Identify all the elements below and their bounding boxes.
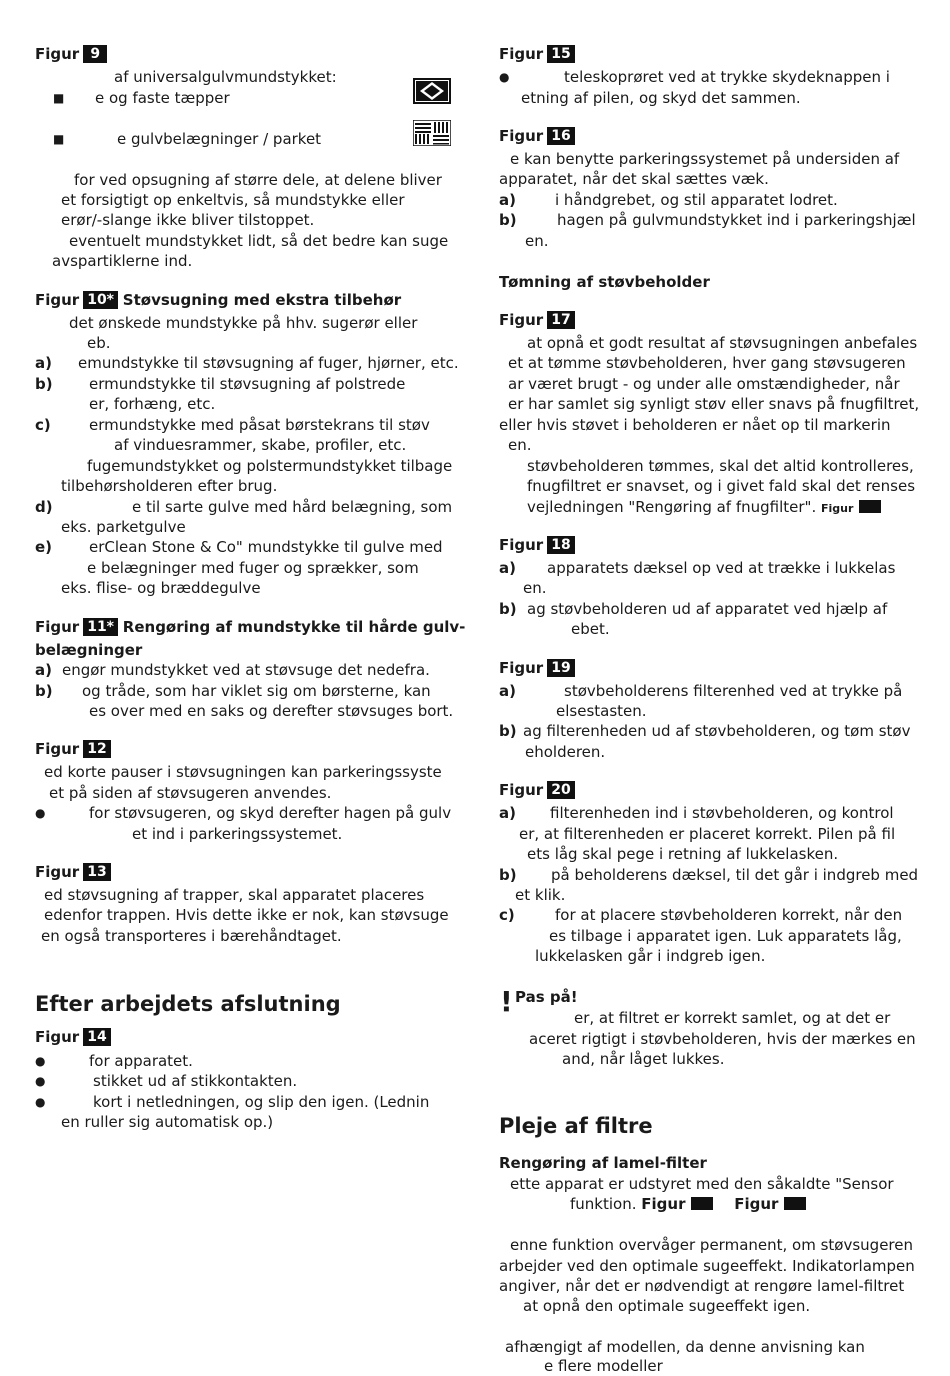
- text-line: funktion. Figur Figur: [570, 1194, 806, 1214]
- text-line: og tråde, som har viklet sig om børsterne, kan: [82, 682, 431, 700]
- text-line: and, når låget lukkes.: [562, 1050, 725, 1068]
- list-marker: b): [499, 600, 517, 618]
- text-line: er, forhæng, etc.: [89, 395, 216, 413]
- figure-ref-label: Figur: [734, 1195, 779, 1213]
- warning-icon: !: [500, 985, 513, 1018]
- text-line: i håndgrebet, og stil apparatet lodret.: [555, 191, 838, 209]
- text-line: e flere modeller: [544, 1357, 663, 1375]
- text-line: det ønskede mundstykke på hhv. sugerør eller: [69, 314, 418, 332]
- text-line: apparatet, når det skal sættes væk.: [499, 170, 769, 188]
- text-line: stikket ud af stikkontakten.: [93, 1072, 298, 1090]
- text-line: etning af pilen, og skyd det sammen.: [521, 89, 801, 107]
- list-marker: a): [35, 661, 52, 679]
- text-line: en.: [525, 232, 549, 250]
- text-line: apparatets dæksel op ved at trække i lukkelas: [547, 559, 896, 577]
- text-line: at opnå et godt resultat af støvsugningen anbefales: [527, 334, 918, 352]
- text-line: ebet.: [571, 620, 610, 638]
- text-line: på beholderens dæksel, til det går i indgreb med: [551, 866, 919, 884]
- square-bullet: ■: [53, 91, 65, 105]
- text-line: et på siden af støvsugeren anvendes.: [49, 784, 332, 802]
- text-line: es tilbage i apparatet igen. Luk apparatets låg,: [549, 927, 902, 945]
- text-line: erClean Stone & Co" mundstykke til gulve med: [89, 538, 443, 556]
- text-line: eventuelt mundstykket lidt, så det bedre kan suge: [69, 232, 449, 250]
- figure-ref-box: [691, 1197, 713, 1210]
- list-marker: a): [499, 682, 516, 700]
- figure-label-20: Figur 20: [499, 780, 575, 800]
- text-line: et ind i parkeringssystemet.: [132, 825, 343, 843]
- figure-ref-box: [784, 1197, 806, 1210]
- text-line: eller hvis støvet i beholderen er nået op til markerin: [499, 416, 891, 434]
- text-line: en også transporteres i bærehåndtaget.: [41, 927, 342, 945]
- figure-label-9: Figur 9: [35, 44, 107, 64]
- dot-bullet: ●: [35, 1074, 46, 1088]
- list-marker: b): [35, 682, 53, 700]
- list-marker: b): [499, 866, 517, 884]
- dot-bullet: ●: [499, 70, 510, 84]
- figure-number-18: 18: [547, 536, 574, 554]
- text-line: af universalgulvmundstykket:: [114, 68, 337, 86]
- text-line: eks. flise- og bræddegulve: [61, 579, 261, 597]
- text-line: er, at filterenheden er placeret korrekt. Pilen på fil: [519, 825, 896, 843]
- text-line: er har samlet sig synligt støv eller snavs på fnugfiltret,: [508, 395, 920, 413]
- figure-number-11: 11*: [83, 618, 118, 636]
- text-line: kort i netledningen, og slip den igen. (Lednin: [93, 1093, 430, 1111]
- figure-label-17: Figur 17: [499, 310, 575, 330]
- square-bullet: ■: [53, 132, 65, 146]
- parquet-floor-icon: [413, 120, 451, 146]
- figure-ref-label: Figur: [821, 502, 854, 515]
- subheading: Rengøring af lamel-filter: [499, 1154, 707, 1172]
- figure-number-20: 20: [547, 781, 574, 799]
- text-line: fugemundstykket og polstermundstykket tilbage: [87, 457, 453, 475]
- text-line: eks. parketgulve: [61, 518, 186, 536]
- text-line: for ved opsugning af større dele, at delene bliver: [74, 171, 442, 189]
- text-line: fnugfiltret er snavset, og i givet fald skal det renses: [527, 477, 916, 495]
- list-marker: a): [499, 804, 516, 822]
- text-line: er, at filtret er korrekt samlet, og at det er: [574, 1009, 891, 1027]
- warning-title: Pas på!: [515, 988, 578, 1006]
- list-marker: b): [35, 375, 53, 393]
- text-line: ed korte pauser i støvsugningen kan parkeringssyste: [44, 763, 442, 781]
- text-line: et forsigtigt op enkeltvis, så mundstykke eller: [61, 191, 405, 209]
- text-line: at opnå den optimale sugeeffekt igen.: [523, 1297, 811, 1315]
- section-heading: Pleje af filtre: [499, 1114, 653, 1138]
- list-marker: b): [499, 722, 517, 740]
- text-line: e til sarte gulve med hård belægning, som: [132, 498, 453, 516]
- text-line: angiver, når det er nødvendigt at rengøre lamel-filtret: [499, 1277, 905, 1295]
- list-marker: a): [35, 354, 52, 372]
- figure-number-12: 12: [83, 740, 110, 758]
- figure-label-11: Figur 11* Rengøring af mundstykke til hårde gulv-: [35, 618, 466, 636]
- section-heading: Efter arbejdets afslutning: [35, 992, 341, 1016]
- text-line: ag støvbeholderen ud af apparatet ved hjælp af: [527, 600, 888, 618]
- text-line: hagen på gulvmundstykket ind i parkeringshjæl: [557, 211, 916, 229]
- text-line: for at placere støvbeholderen korrekt, når den: [555, 906, 903, 924]
- text-line: engør mundstykket ved at støvsuge det nedefra.: [62, 661, 430, 679]
- text-line: erør/-slange ikke bliver tilstoppet.: [61, 211, 315, 229]
- dot-bullet: ●: [35, 1095, 46, 1109]
- text-line: ermundstykke til støvsugning af polstrede: [89, 375, 406, 393]
- text-line: et at tømme støvbeholderen, hver gang støvsugeren: [508, 354, 906, 372]
- list-marker: e): [35, 538, 53, 556]
- text-line: en.: [508, 436, 532, 454]
- text-line: ets låg skal pege i retning af lukkelasken.: [527, 845, 839, 863]
- text-line: ar været brugt - og under alle omstændigheder, når: [508, 375, 900, 393]
- text-line: et klik.: [515, 886, 566, 904]
- text-line: ag filterenheden ud af støvbeholderen, og tøm støv: [523, 722, 911, 740]
- figure-label-16: Figur 16: [499, 126, 575, 146]
- text-line: emundstykke til støvsugning af fuger, hjørner, etc.: [78, 354, 459, 372]
- text-line: tilbehørsholderen efter brug.: [61, 477, 278, 495]
- text-line: enne funktion overvåger permanent, om støvsugeren: [510, 1236, 913, 1254]
- text-line: e belægninger med fuger og sprækker, som: [87, 559, 419, 577]
- list-marker: b): [499, 211, 517, 229]
- text-line: eb.: [87, 334, 111, 352]
- text-line: ermundstykke med påsat børstekrans til støv: [89, 416, 430, 434]
- text-line: es over med en saks og derefter støvsuges bort.: [89, 702, 454, 720]
- text-line: lukkelasken går i indgreb igen.: [535, 947, 766, 965]
- figure-number-13: 13: [83, 863, 110, 881]
- figure-label-18: Figur 18: [499, 535, 575, 555]
- text-line: elsestasten.: [556, 702, 647, 720]
- figure-number-17: 17: [547, 311, 574, 329]
- text-line: en.: [523, 579, 547, 597]
- figure-number-16: 16: [547, 127, 574, 145]
- text-line: støvbeholderen tømmes, skal det altid kontrolleres,: [527, 457, 914, 475]
- text-line: en ruller sig automatisk op.): [61, 1113, 274, 1131]
- text-line: arbejder ved den optimale sugeeffekt. Indikatorlampen: [499, 1257, 915, 1275]
- figure-label-13: Figur 13: [35, 862, 111, 882]
- figure-number-9: 9: [83, 45, 107, 63]
- text-line: e gulvbelægninger / parket: [117, 130, 322, 148]
- text-line: edenfor trappen. Hvis dette ikke er nok, kan støvsuge: [44, 906, 449, 924]
- text-line: avspartiklerne ind.: [52, 252, 193, 270]
- text-line: teleskoprøret ved at trykke skydeknappen i: [564, 68, 890, 86]
- figure-number-19: 19: [547, 659, 574, 677]
- figure-label-10: Figur 10* Støvsugning med ekstra tilbehør: [35, 291, 402, 309]
- list-marker: d): [35, 498, 53, 516]
- text-line: afhængigt af modellen, da denne anvisning kan: [505, 1338, 865, 1356]
- text-line: for støvsugeren, og skyd derefter hagen på gulv: [89, 804, 452, 822]
- text-line: ed støvsugning af trapper, skal apparatet placeres: [44, 886, 425, 904]
- text-line: filterenheden ind i støvbeholderen, og kontrol: [550, 804, 894, 822]
- figure-number-15: 15: [547, 45, 574, 63]
- list-marker: a): [499, 191, 516, 209]
- text-line: eholderen.: [525, 743, 606, 761]
- figure-label-14: Figur 14: [35, 1027, 111, 1047]
- text-line: e kan benytte parkeringssystemet på undersiden af: [510, 150, 900, 168]
- figure-label-12: Figur 12: [35, 739, 111, 759]
- text-line: vejledningen "Rengøring af fnugfilter". Figur: [527, 497, 881, 519]
- text-line: e og faste tæpper: [95, 89, 230, 107]
- figure-number-10: 10*: [83, 291, 118, 309]
- list-marker: c): [499, 906, 515, 924]
- carpet-icon: [413, 78, 451, 104]
- text-line: støvbeholderens filterenhed ved at trykke på: [564, 682, 903, 700]
- text-line: ette apparat er udstyret med den såkaldte "Sensor: [510, 1175, 894, 1193]
- section-title-cont: belægninger: [35, 641, 143, 659]
- figure-number-14: 14: [83, 1028, 110, 1046]
- text-line: af vinduesrammer, skabe, profiler, etc.: [114, 436, 407, 454]
- figure-ref-label: Figur: [641, 1195, 686, 1213]
- figure-ref-box: [859, 500, 881, 513]
- list-marker: c): [35, 416, 51, 434]
- dot-bullet: ●: [35, 806, 46, 820]
- figure-label-15: Figur 15: [499, 44, 575, 64]
- text-line: for apparatet.: [89, 1052, 193, 1070]
- subheading: Tømning af støvbeholder: [499, 273, 710, 291]
- figure-label-19: Figur 19: [499, 658, 575, 678]
- section-title: Rengøring af mundstykke til hårde gulv-: [122, 618, 466, 636]
- section-title: Støvsugning med ekstra tilbehør: [122, 291, 402, 309]
- list-marker: a): [499, 559, 516, 577]
- dot-bullet: ●: [35, 1054, 46, 1068]
- text-line: aceret rigtigt i støvbeholderen, hvis der mærkes en: [529, 1030, 916, 1048]
